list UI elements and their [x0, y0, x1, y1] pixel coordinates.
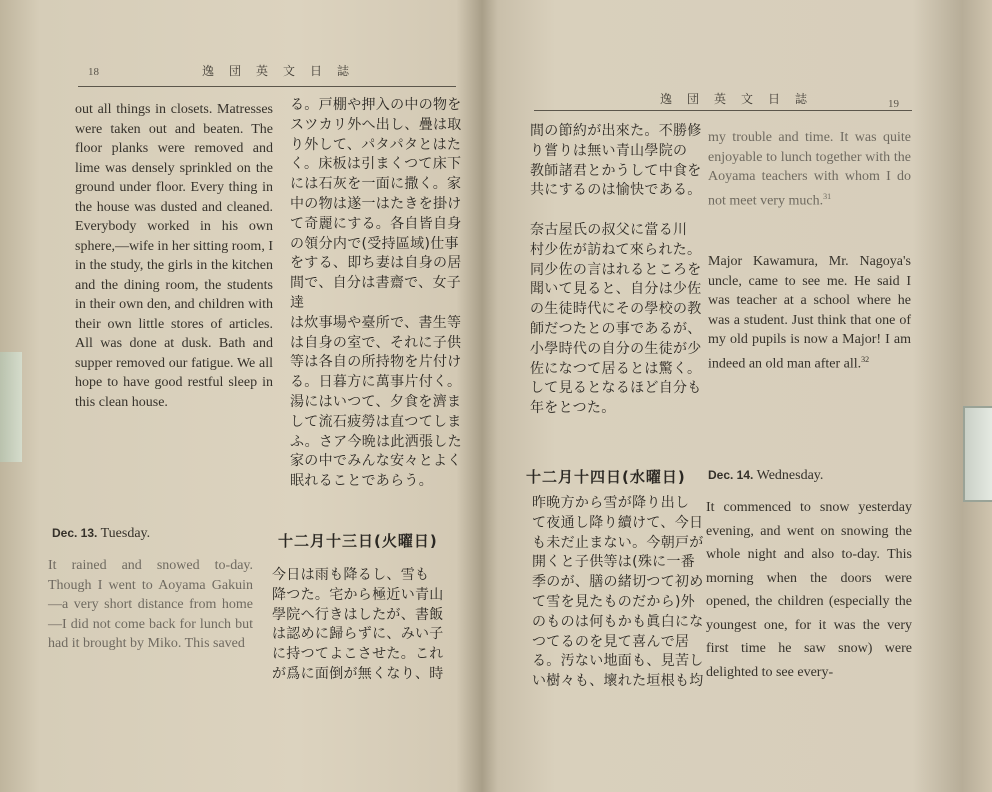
japanese-entry-text: 今日は雨も降るし、雪も 降つた。宅から極近い青山 學院へ行きはしたが、書飯 は認めに歸らずに、みい子 に持つてよこさせた。これ が爲に面倒が無くなり、時: [272, 567, 444, 682]
right-page: [484, 0, 992, 792]
left-page: [0, 0, 478, 792]
english-entry-text: It rained and snowed to-day. Though I went to Aoyama Gakuin—a very short distance from home—I did not come back for lunch but had it brought by Miko. This saved: [48, 558, 253, 651]
page-number: 19: [888, 98, 899, 110]
header-rule: [78, 86, 456, 87]
english-entry-text: out all things in closets. Matresses were taken out and beaten. The floor planks were removed and lime was densely sprinkled on the ground under floor. Every thing in the house was dusted and cleaned. Everybody worked in his own sphere,—wife in her sitting room, I in the study, the girls in the kitchen and the dining room, the students in their own den, and children with their own little stores of articles. All was done at dusk. Bath and supper removed our fatigue. We all hope to have good restful sleep in this clean house.: [75, 102, 273, 410]
date-label: Dec. 13.: [52, 526, 98, 540]
footnote-marker: 32: [861, 354, 870, 364]
entry-date-english: [52, 526, 150, 542]
english-paragraph: Major Kawamura, Mr. Nagoya's uncle, came to see me. He said I was teacher at a school where he was a student. Just think that one of my old pupils is now a Major! I am indeed an old man after all.: [708, 254, 911, 372]
english-entry-text: [708, 128, 911, 211]
japanese-entry-text: 間の節約が出來た。不勝修 り嘗りは無い青山學院の 教師諸君とかうして中食を 共にするのは愉快である。 奈古屋氏の叔父に當る川 村少佐が訪ねて來られた。 同少佐の言はれるところを 聞いて見ると、自分は少佐 の生徒時代にその學校の教 師だつたとの事であるが、 小學時代の自分の生徒が少 佐になつて居るとは驚く。 して見るとなるほど自分も 年をとつた。: [530, 123, 702, 417]
weekday-label: Tuesday.: [100, 526, 151, 541]
english-entry-text: [708, 252, 911, 374]
weekday-label: Wednesday.: [756, 468, 824, 483]
date-label: Dec. 14.: [708, 468, 754, 482]
entry-date-japanese: 十二月十四日(水曜日): [526, 468, 686, 486]
english-entry-text: It commenced to snow yesterday evening, and went on snowing the whole night and also to-day. This morning when the doors were opened, the children (especially the youngest one, for it was the very first time he saw snow) were delighted to see every-: [706, 500, 912, 680]
entry-date-english: [708, 468, 823, 484]
japanese-entry-text: 昨晩方から雪が降り出し て夜通し降り續けて、今日 も未だ止まない。今朝戸が 開くと子供等は(殊に一番 季のが、膳の緒切つて初め て雪を見たものだから)外 のものは何もかも眞白にな つてるのを見て喜んで居 る。汚ない地面も、見苦し い樹々も、壞れた垣根も均: [532, 495, 704, 690]
footnote-marker: 31: [823, 191, 832, 201]
japanese-entry-text: る。戸棚や押入の中の物を スツカリ外へ出し、疊は取 り外して、パタパタとはた く。床板は引まくつて床下 には石灰を一面に撒く。家 中の物は遂一はたきを掛け て奇麗にする。各自皆自身 の領分内で(受持區域)仕事 をする、即ち妻は自身の居 間で、自分は書齋で、女子達 は炊事場や臺所で、書生等 は自身の室で、それに子供 等は各自の所持物を片付け る。日暮方に萬事片付く。 湯にはいつて、夕食を濟ま して流石疲勞は直つてしま ふ。さア今晩は此洒張した 家の中でみんな安々とよく 眠れることであらう。: [290, 97, 462, 490]
header-rule: [534, 110, 912, 111]
running-header: 逸 団 英 文 日 誌: [660, 92, 814, 106]
running-header: 逸 団 英 文 日 誌: [202, 64, 356, 78]
page-clip: [963, 406, 992, 502]
page-number: 18: [88, 66, 99, 78]
entry-date-japanese: 十二月十三日(火曜日): [278, 532, 438, 550]
english-paragraph: my trouble and time. It was quite enjoyable to lunch together with the Aoyama teachers with whom I do not meet very much.: [708, 130, 911, 209]
